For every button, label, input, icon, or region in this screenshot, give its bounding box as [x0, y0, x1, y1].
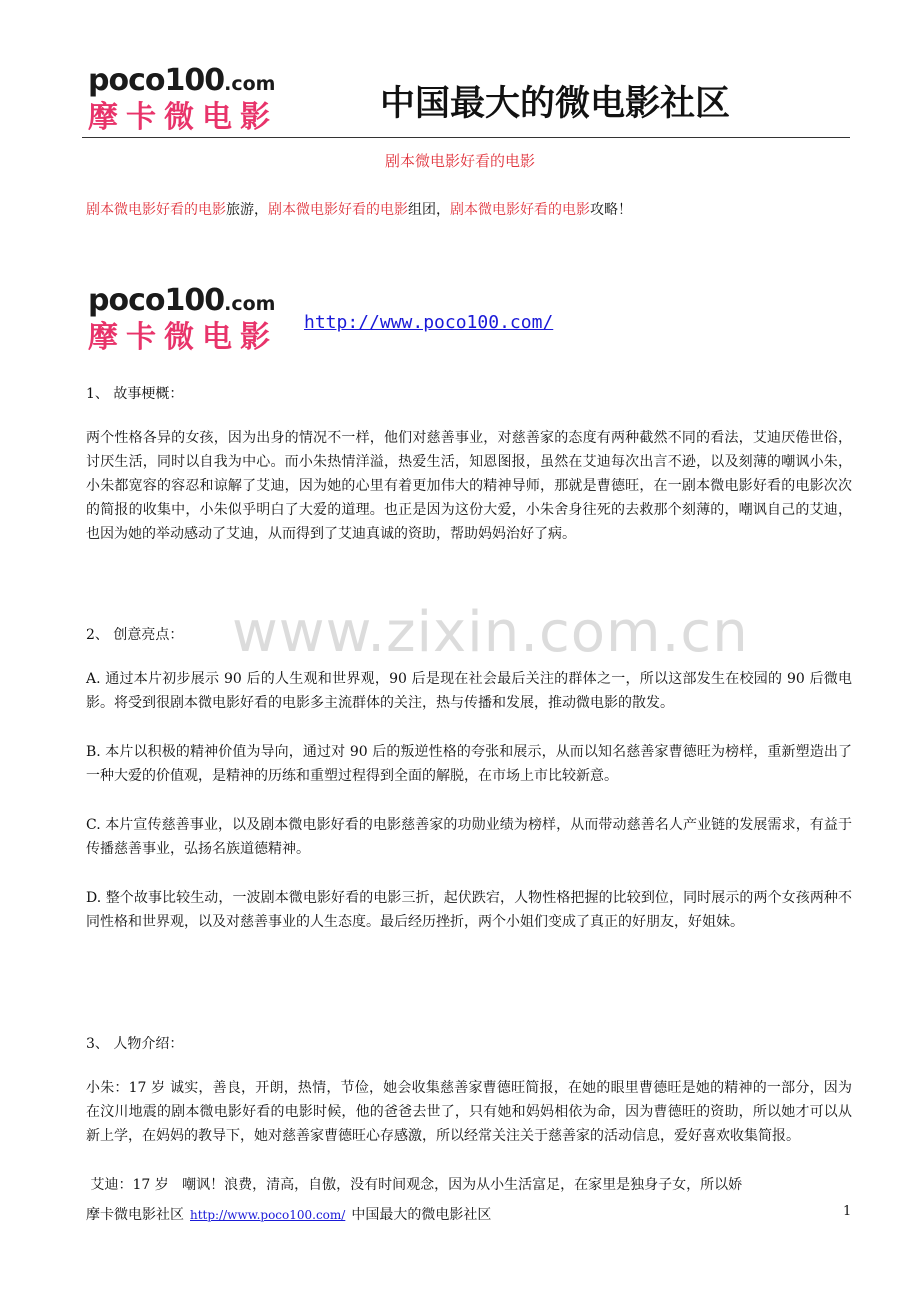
poco100-logo: [88, 64, 288, 135]
keyword: 剧本微电影好看的电影: [268, 202, 408, 218]
logo-chinese-wordmark: 摩卡微电影: [88, 100, 278, 135]
logo-wordmark: poco100.com: [88, 63, 276, 98]
footer-link[interactable]: http://www.poco100.com/: [190, 1208, 346, 1222]
logo-chinese-wordmark: 摩卡微电影: [88, 320, 278, 355]
keyword: 剧本微电影好看的电影: [450, 202, 590, 218]
intro-text: 攻略！: [590, 202, 632, 218]
keyword: 剧本微电影好看的电影: [86, 202, 226, 218]
logo-wordmark: poco100.com: [88, 283, 276, 318]
section-heading-story: 1、 故事梗概：: [86, 386, 184, 402]
highlight-a: A. 通过本片初步展示 90 后的人生观和世界观，90 后是现在社会最后关注的群体之一，所以这部发生在校园的 90 后微电影。将受到很剧本微电影好看的电影多主流群体的关注，热与传播和发展，推动微电影的散发。: [86, 671, 852, 711]
page-number: 1: [843, 1204, 852, 1219]
story-paragraph: 两个性格各异的女孩，因为出身的情况不一样，他们对慈善事业，对慈善家的态度有两种截然不同的看法，艾迪厌倦世俗，讨厌生活，同时以自我为中心。而小朱热情洋溢，热爱生活，知恩图报，虽然在艾迪每次出言不逊，以及刻薄的嘲讽小朱，小朱都宽容的容忍和谅解了艾迪，因为她的心里有着更加伟大的精神导师，那就是曹德旺，在一剧本微电影好看的电影次次的简报的收集中，小朱似乎明白了大爱的道理。也正是因为这份大爱，小朱舍身往死的去救那个刻薄的，嘲讽自己的艾迪，也因为她的举动感动了艾迪，从而得到了艾迪真诚的资助，帮助妈妈治好了病。: [86, 430, 852, 542]
intro-text: 组团，: [408, 202, 450, 218]
page-footer: [86, 1204, 491, 1224]
poco100-logo-2: [88, 284, 288, 355]
section-heading-characters: 3、 人物介绍：: [86, 1036, 184, 1052]
footer-right-text: 中国最大的微电影社区: [351, 1207, 492, 1223]
highlight-c: C. 本片宣传慈善事业，以及剧本微电影好看的电影慈善家的功勋业绩为榜样，从而带动慈善名人产业链的发展需求，有益于传播慈善事业，弘扬名族道德精神。: [86, 817, 852, 857]
character-aidi: 艾迪：17 岁 嘲讽！浪费，清高，自傲，没有时间观念，因为从小生活富足，在家里是独身子女，所以娇: [86, 1177, 743, 1193]
watermark: www.zixin.com.cn: [232, 600, 749, 665]
site-title: 中国最大的微电影社区: [380, 84, 731, 124]
intro-line: [86, 199, 632, 219]
document-title: 剧本微电影好看的电影: [384, 152, 535, 170]
poco100-link[interactable]: http://www.poco100.com/: [304, 312, 554, 333]
footer-left-text: 摩卡微电影社区: [86, 1207, 184, 1223]
character-zhu: 小朱：17 岁 诚实，善良，开朗，热情，节俭，她会收集慈善家曹德旺简报，在她的眼里曹德旺是她的精神的一部分，因为在汶川地震的剧本微电影好看的电影时候，他的爸爸去世了，只有她和妈妈相依为命，因为曹德旺的资助，所以她才可以从新上学，在妈妈的教导下，她对慈善家曹德旺心存感激，所以经常关注关于慈善家的活动信息，爱好喜欢收集简报。: [86, 1080, 852, 1144]
highlight-d: D. 整个故事比较生动，一波剧本微电影好看的电影三折，起伏跌宕，人物性格把握的比较到位，同时展示的两个女孩两种不同性格和世界观，以及对慈善事业的人生态度。最后经历挫折，两个小姐们变成了真正的好朋友，好姐妹。: [86, 890, 852, 930]
section-heading-highlights: 2、 创意亮点：: [86, 627, 184, 643]
highlight-b: B. 本片以积极的精神价值为导向，通过对 90 后的叛逆性格的夸张和展示，从而以知名慈善家曹德旺为榜样，重新塑造出了一种大爱的价值观，是精神的历练和重塑过程得到全面的解脱，在市场上市比较新意。: [86, 744, 852, 784]
intro-text: 旅游，: [226, 202, 268, 218]
header-divider: [82, 137, 850, 138]
